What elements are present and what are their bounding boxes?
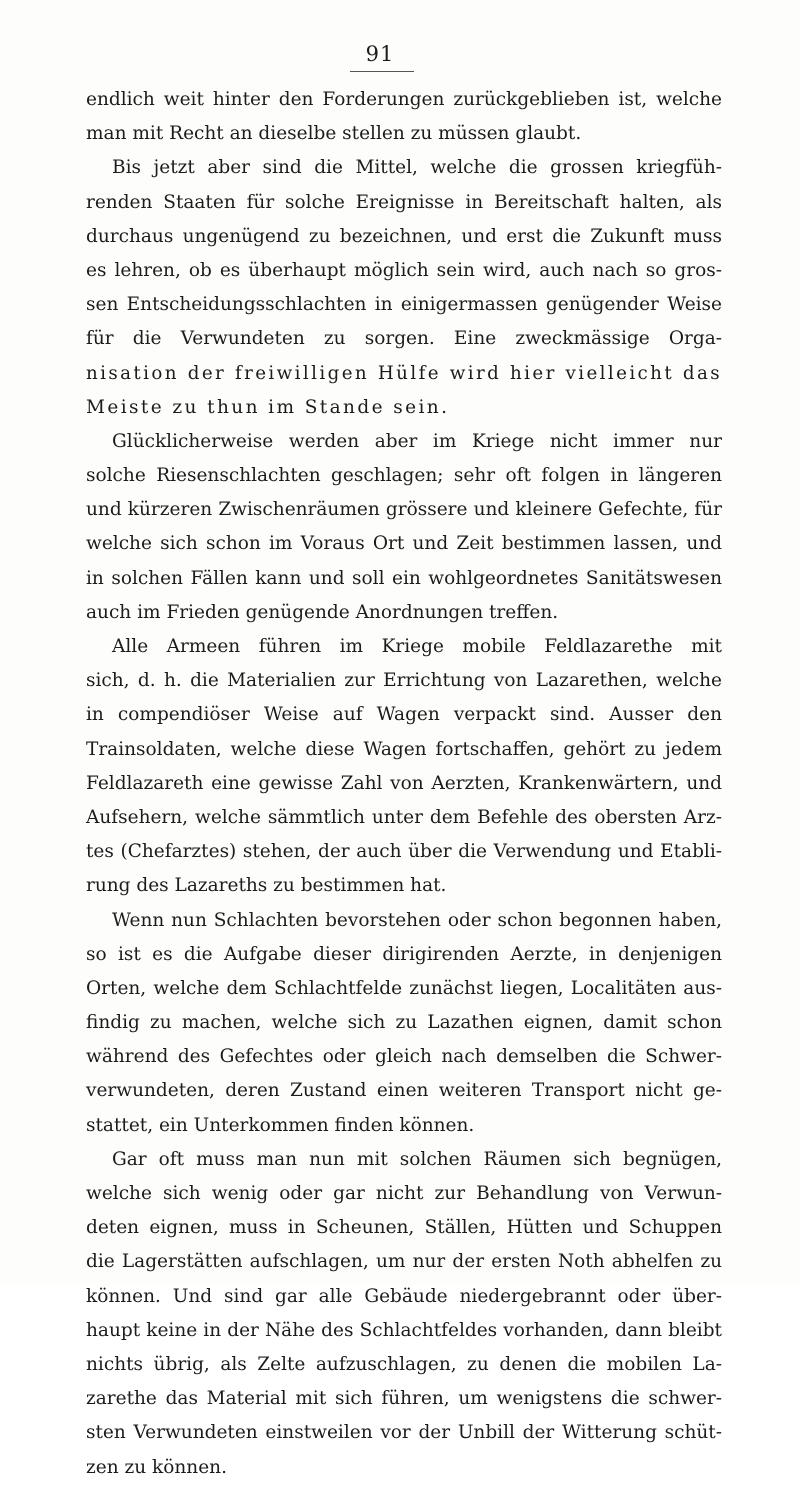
text-line: man mit Recht an dieselbe stellen zu müssen glaubt. — [86, 123, 582, 145]
text-line: für die Verwundeten zu sorgen. Eine zweckmässige Orga- — [86, 328, 722, 350]
text-line: welche sich wenig oder gar nicht zur Behandlung von Verwun- — [86, 1183, 722, 1204]
text-line: Orten, welche dem Schlachtfelde zunächst liegen, Localitäten aus- — [86, 977, 722, 999]
body-text — [86, 83, 722, 1485]
text-line: so ist es die Aufgabe dieser dirigirenden Aerzte, in denjenigen — [86, 943, 722, 965]
text-line: Aufsehern, welche sämmtlich unter dem Befehle des obersten Arz- — [86, 806, 722, 828]
page-number-rule — [350, 71, 414, 72]
text-line: endlich weit hinter den Forderungen zurückgeblieben ist, welche — [86, 89, 722, 110]
text-line: nisation der freiwilligen Hülfe wird hier vielleicht das — [86, 362, 722, 384]
text-line: Meiste zu thun im Stande sein. — [86, 396, 450, 418]
text-line: renden Staaten für solche Ereignisse in Bereitschaft halten, als — [86, 191, 722, 213]
text-line: welche sich schon im Voraus Ort und Zeit bestimmen lassen, und — [86, 533, 722, 555]
text-line: sen Entscheidungsschlachten in einigermassen genügender Weise — [86, 294, 722, 316]
text-line: Gar oft muss man nun mit solchen Räumen sich begnügen, — [112, 1148, 722, 1170]
text-line: rung des Lazareths zu bestimmen hat. — [86, 875, 447, 897]
text-line: zarethe das Material mit sich führen, um wenigstens die schwer- — [86, 1388, 722, 1410]
text-line: Alle Armeen führen im Kriege mobile Feldlazarethe mit — [112, 636, 722, 657]
text-line: die Lagerstätten aufschlagen, um nur der ersten Noth abhelfen zu — [86, 1251, 722, 1273]
text-line: findig zu machen, welche sich zu Lazathen eignen, damit schon — [86, 1012, 722, 1034]
text-line: solche Riesenschlachten geschlagen; sehr oft folgen in längeren — [86, 465, 722, 487]
text-line: stattet, ein Unterkommen finden können. — [86, 1114, 475, 1136]
text-line: auch im Frieden genügende Anordnungen treffen. — [86, 601, 559, 623]
text-line: Feldlazareth eine gewisse Zahl von Aerzten, Krankenwärtern, und — [86, 772, 722, 794]
text-line: tes (Chefarztes) stehen, der auch über die Verwendung und Etabli- — [86, 841, 722, 863]
page-number: 91 — [365, 42, 395, 66]
text-line: verwundeten, deren Zustand einen weiteren Transport nicht ge- — [86, 1080, 722, 1102]
text-line: Trainsoldaten, welche diese Wagen fortschaffen, gehört zu jedem — [86, 738, 722, 760]
text-line: in solchen Fällen kann und soll ein wohlgeordnetes Sanitätswesen — [86, 567, 722, 589]
text-line: und kürzeren Zwischenräumen grössere und kleinere Gefechte, für — [86, 499, 722, 521]
text-line: haupt keine in der Nähe des Schlachtfeldes vorhanden, dann bleibt — [86, 1319, 722, 1341]
text-line: sich, d. h. die Materialien zur Errichtung von Lazarethen, welche — [86, 670, 722, 692]
text-line: Bis jetzt aber sind die Mittel, welche die grossen kriegfüh- — [112, 157, 722, 179]
text-line: können. Und sind gar alle Gebäude niedergebrannt oder über- — [86, 1285, 722, 1307]
text-line: Glücklicherweise werden aber im Kriege nicht immer nur — [112, 430, 722, 452]
text-line: Wenn nun Schlachten bevorstehen oder schon begonnen haben, — [112, 909, 722, 931]
text-line: durchaus ungenügend zu bezeichnen, und erst die Zukunft muss — [86, 225, 722, 247]
text-line: nichts übrig, als Zelte aufzuschlagen, zu denen die mobilen La- — [86, 1353, 722, 1375]
text-line: es lehren, ob es überhaupt möglich sein wird, auch nach so gros- — [86, 259, 722, 281]
text-line: während des Gefechtes oder gleich nach demselben die Schwer- — [86, 1046, 722, 1068]
text-line: sten Verwundeten einstweilen vor der Unbill der Witterung schüt- — [86, 1422, 722, 1444]
text-line: zen zu können. — [86, 1456, 227, 1478]
text-line: deten eignen, muss in Scheunen, Ställen, Hütten und Schuppen — [86, 1217, 722, 1239]
text-line: in compendiöser Weise auf Wagen verpackt sind. Ausser den — [86, 704, 722, 726]
